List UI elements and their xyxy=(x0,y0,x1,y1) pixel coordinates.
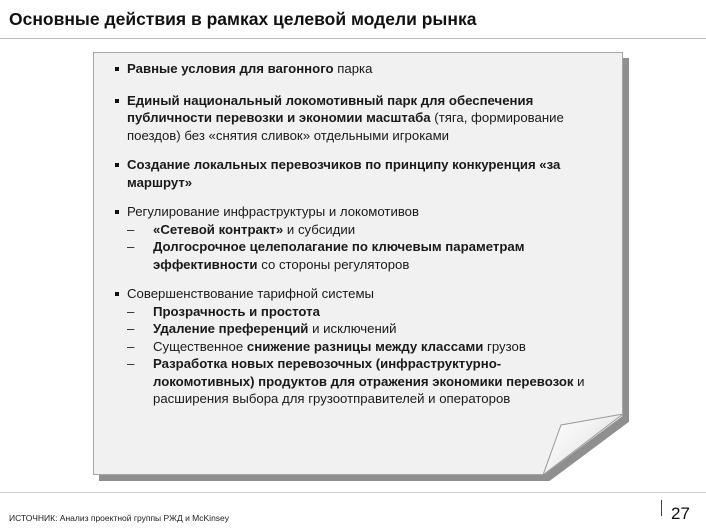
bullet-item xyxy=(115,92,595,145)
sub-item xyxy=(115,355,595,408)
dash-marker: – xyxy=(127,356,135,371)
bold-text: Создание локальных перевозчиков по принципу конкуренция «за маршрут» xyxy=(127,157,561,190)
bullet-item xyxy=(115,156,595,191)
sub-item xyxy=(115,303,595,321)
dash-marker: – xyxy=(127,321,135,336)
page-number: 27 xyxy=(671,504,690,523)
footer-divider xyxy=(0,492,706,493)
regular-text: и исключений xyxy=(308,321,397,336)
regular-text: со стороны регуляторов xyxy=(257,256,410,272)
sub-item-text xyxy=(153,303,595,321)
page-curl-edge xyxy=(543,414,623,475)
bullet-marker xyxy=(115,292,119,296)
bold-text: Долгосрочное целеполагание по ключевым параметрам эффективности xyxy=(153,239,525,272)
bold-text: снижение разницы между классами xyxy=(246,338,484,354)
bold-text: Равные условия для вагонного xyxy=(127,61,338,76)
sub-item xyxy=(115,221,595,239)
bullet-item xyxy=(115,60,595,78)
bullet-text xyxy=(127,285,595,303)
dash-marker: – xyxy=(127,239,135,254)
bullet-text xyxy=(127,203,595,221)
regular-text: и расширения выбора для грузоотправителей и операторов xyxy=(153,373,585,406)
bold-text: Удаление преференций xyxy=(153,321,309,336)
bullet-item xyxy=(115,203,595,273)
dash-marker: – xyxy=(127,303,135,319)
bullet-text xyxy=(127,60,595,78)
regular-text: (тяга, формирование поездов) без «снятия сливок» отдельными игроками xyxy=(127,110,564,143)
bold-text: Прозрачность и простота xyxy=(153,303,320,319)
sub-item-text xyxy=(153,355,595,408)
page-title: Основные действия в рамках целевой модели рынка xyxy=(9,9,477,29)
regular-text: парка xyxy=(337,61,373,76)
bold-text: «Сетевой контракт» xyxy=(153,221,284,237)
bullet-marker xyxy=(115,210,119,214)
sub-item-text xyxy=(153,338,595,356)
bullet-text xyxy=(127,92,595,145)
regular-text: Совершенствование тарифной системы xyxy=(127,286,374,301)
sub-item xyxy=(115,338,595,356)
regular-text: Существенное xyxy=(153,338,247,354)
dash-marker: – xyxy=(127,221,135,237)
bullet-marker xyxy=(115,67,119,71)
action-list xyxy=(115,60,595,408)
bold-text: Разработка новых перевозочных (инфраструктурно-локомотивных) продуктов для отражения экономики перевозок xyxy=(153,356,574,389)
title-divider xyxy=(0,38,706,39)
bullet-marker xyxy=(115,99,119,103)
sub-item-text xyxy=(153,221,595,239)
bullet-marker xyxy=(115,163,119,167)
sub-item xyxy=(115,320,595,338)
dash-marker: – xyxy=(127,338,135,354)
bullet-text xyxy=(127,156,595,191)
sub-item-text xyxy=(153,238,595,273)
bold-text: Единый национальный локомотивный парк для обеспечения публичности перевозки и экономии масштаба xyxy=(127,92,534,125)
regular-text: грузов xyxy=(483,338,526,354)
bullet-item xyxy=(115,285,595,408)
sub-item-text xyxy=(153,320,595,338)
sub-item xyxy=(115,238,595,273)
regular-text: Регулирование инфраструктуры и локомотивов xyxy=(127,204,420,219)
regular-text: и субсидии xyxy=(283,221,356,237)
page-number-separator xyxy=(661,500,662,516)
source-note: ИСТОЧНИК: Анализ проектной группы РЖД и McKinsey xyxy=(9,513,230,523)
